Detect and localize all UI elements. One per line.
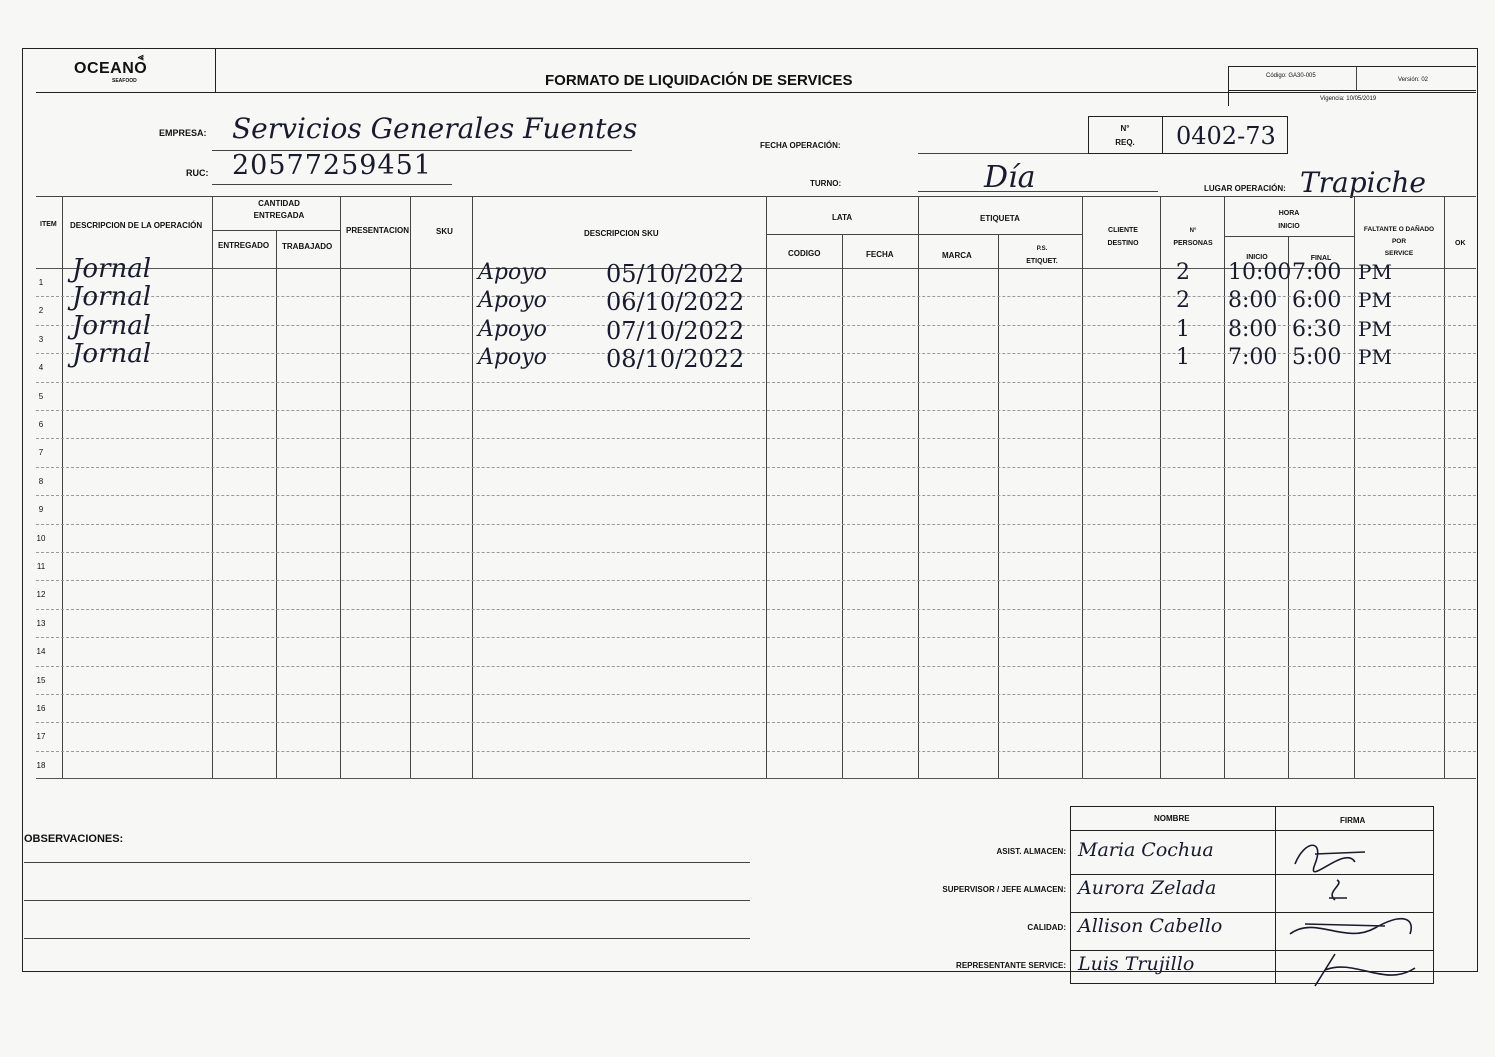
req-label-req: REQ. bbox=[1115, 138, 1135, 147]
col-divider-personas bbox=[1224, 196, 1225, 778]
signature-scribble[interactable] bbox=[1285, 872, 1425, 912]
header-descripcion-sku: DESCRIPCION SKU bbox=[584, 229, 659, 238]
row-rule bbox=[36, 467, 1476, 468]
cell-ampm[interactable]: PM bbox=[1358, 260, 1392, 284]
col-divider-desc bbox=[212, 196, 213, 778]
cell-hora-final[interactable]: 7:00 bbox=[1292, 260, 1342, 285]
row-rule bbox=[36, 722, 1476, 723]
fish-icon: ⪡ bbox=[138, 52, 145, 63]
col-divider-descsku bbox=[766, 196, 767, 778]
header-presentacion: PRESENTACION bbox=[346, 226, 409, 235]
header-meta-top bbox=[1228, 66, 1476, 67]
cell-ampm[interactable]: PM bbox=[1358, 316, 1392, 341]
cell-hora-final[interactable]: 5:00 bbox=[1292, 345, 1342, 371]
col-divider-codigo bbox=[842, 234, 843, 778]
cantidad-subheader-rule bbox=[212, 230, 340, 231]
signatory-role: ASIST. ALMACEN: bbox=[996, 847, 1066, 856]
row-rule bbox=[36, 495, 1476, 496]
row-number: 2 bbox=[38, 306, 44, 316]
lugar-operacion-label: LUGAR OPERACIÓN: bbox=[1204, 184, 1286, 193]
signatures-firma-header: FIRMA bbox=[1340, 816, 1366, 825]
signatures-header-rule bbox=[1070, 830, 1434, 831]
cell-desc-sku[interactable]: Apoyo bbox=[478, 345, 547, 371]
col-divider-marca bbox=[998, 234, 999, 778]
header-hora: HORA bbox=[1278, 210, 1300, 217]
row-rule bbox=[36, 438, 1476, 439]
col-divider-presentacion bbox=[410, 196, 411, 778]
col-divider-cantidad bbox=[340, 196, 341, 778]
signatory-name[interactable]: Allison Cabello bbox=[1078, 915, 1223, 937]
header-faltante-service: SERVICE bbox=[1384, 250, 1414, 257]
signatory-name[interactable]: Luis Trujillo bbox=[1078, 953, 1195, 975]
row-rule bbox=[36, 609, 1476, 610]
header-etiqueta: ETIQUETA bbox=[980, 214, 1020, 223]
header-meta-divider bbox=[1356, 66, 1357, 90]
col-divider-etiqueta bbox=[1082, 196, 1083, 778]
header-cliente: CLIENTE bbox=[1108, 227, 1138, 234]
cell-ampm[interactable]: PM bbox=[1358, 288, 1392, 313]
company-logo bbox=[74, 52, 148, 78]
cell-descripcion[interactable]: Jornal bbox=[72, 254, 152, 284]
row-number: 4 bbox=[38, 363, 44, 373]
table-bottom-rule bbox=[36, 778, 1476, 779]
signatory-role: CALIDAD: bbox=[1027, 923, 1066, 932]
fecha-operacion-label: FECHA OPERACIÓN: bbox=[760, 141, 841, 150]
row-number: 1 bbox=[38, 278, 44, 287]
col-divider-sku bbox=[472, 196, 473, 778]
signatory-name[interactable]: Aurora Zelada bbox=[1078, 877, 1217, 899]
header-item: ITEM bbox=[40, 221, 57, 228]
observaciones-line-1[interactable] bbox=[24, 862, 750, 863]
signatory-role: REPRESENTANTE SERVICE: bbox=[956, 961, 1066, 970]
req-box-divider bbox=[1162, 116, 1163, 154]
row-rule bbox=[36, 524, 1476, 525]
row-rule bbox=[36, 637, 1476, 638]
logo-subtitle: SEAFOOD bbox=[112, 78, 137, 84]
row-number: 8 bbox=[38, 476, 44, 486]
row-rule bbox=[36, 666, 1476, 667]
row-number: 18 bbox=[36, 760, 46, 770]
form-version: Versión: 02 bbox=[1398, 77, 1429, 83]
cell-hora-final[interactable]: 6:30 bbox=[1292, 316, 1342, 342]
cell-personas[interactable]: 1 bbox=[1176, 345, 1190, 371]
header-personas: PERSONAS bbox=[1173, 240, 1213, 247]
header-ok: OK bbox=[1455, 240, 1466, 247]
row-number: 10 bbox=[36, 533, 46, 543]
signatory-name[interactable]: Maria Cochua bbox=[1078, 839, 1214, 861]
header-divider-right bbox=[1228, 66, 1229, 106]
cell-fecha-sku[interactable]: 05/10/2022 bbox=[606, 260, 745, 288]
header-personas-n: N° bbox=[1189, 228, 1197, 234]
cell-personas[interactable]: 1 bbox=[1176, 316, 1190, 342]
row-number: 15 bbox=[36, 675, 46, 685]
col-divider-hora bbox=[1354, 196, 1355, 778]
cell-desc-sku[interactable]: Apoyo bbox=[478, 260, 547, 285]
row-number: 17 bbox=[36, 732, 46, 742]
turno-label: TURNO: bbox=[810, 179, 842, 188]
col-divider-inicio bbox=[1288, 236, 1289, 778]
row-number: 9 bbox=[38, 505, 44, 515]
row-rule bbox=[36, 694, 1476, 695]
header-sku: SKU bbox=[436, 227, 453, 236]
header-trabajado: TRABAJADO bbox=[282, 242, 333, 251]
header-meta-rule bbox=[1228, 90, 1476, 91]
turno-value[interactable]: Día bbox=[984, 160, 1036, 195]
signature-scribble[interactable] bbox=[1285, 834, 1425, 874]
header-destino: DESTINO bbox=[1107, 240, 1139, 247]
signatory-role: SUPERVISOR / JEFE ALMACEN: bbox=[942, 885, 1066, 894]
table-top-rule bbox=[36, 196, 1476, 197]
lugar-value[interactable]: Trapiche bbox=[1300, 166, 1426, 199]
form-code: Código: GA30-005 bbox=[1266, 73, 1316, 79]
cell-ampm[interactable]: PM bbox=[1358, 345, 1392, 370]
col-divider-item bbox=[62, 196, 63, 778]
observaciones-line-2[interactable] bbox=[24, 900, 750, 901]
empresa-label: EMPRESA: bbox=[159, 128, 207, 138]
cell-fecha-sku[interactable]: 07/10/2022 bbox=[606, 316, 745, 345]
cell-hora-inicio[interactable]: 10:00 bbox=[1228, 260, 1292, 285]
header-hora-inicio: INICIO bbox=[1278, 223, 1300, 230]
header-descripcion: DESCRIPCION DE LA OPERACIÓN bbox=[70, 221, 203, 230]
hora-subheader-rule bbox=[1224, 236, 1354, 237]
req-value[interactable]: 0402-73 bbox=[1176, 122, 1276, 150]
form-title: FORMATO DE LIQUIDACIÓN DE SERVICES bbox=[545, 72, 853, 89]
signatures-divider bbox=[1275, 806, 1276, 984]
cell-descripcion[interactable]: Jornal bbox=[72, 339, 152, 370]
signature-scribble[interactable] bbox=[1285, 948, 1425, 988]
cell-descripcion[interactable]: Jornal bbox=[72, 310, 152, 341]
ruc-value[interactable]: 20577259451 bbox=[232, 150, 432, 181]
header-bottom-rule bbox=[36, 92, 1476, 93]
row-number: 6 bbox=[38, 420, 44, 429]
row-number: 5 bbox=[38, 391, 44, 401]
cell-personas[interactable]: 2 bbox=[1176, 288, 1190, 314]
empresa-value[interactable]: Servicios Generales Fuentes bbox=[232, 112, 638, 145]
cell-fecha-sku[interactable]: 06/10/2022 bbox=[606, 288, 745, 317]
header-fecha: FECHA bbox=[866, 250, 894, 259]
req-label-n: N° bbox=[1120, 124, 1130, 133]
cell-hora-inicio[interactable]: 8:00 bbox=[1228, 316, 1278, 342]
signatures-nombre-header: NOMBRE bbox=[1154, 814, 1190, 823]
col-divider-entregado bbox=[276, 230, 277, 778]
row-number: 3 bbox=[38, 334, 44, 344]
row-number: 14 bbox=[36, 647, 46, 657]
header-codigo: CODIGO bbox=[788, 249, 821, 258]
header-ps: P.S. bbox=[1036, 246, 1048, 252]
header-lata: LATA bbox=[832, 213, 853, 222]
cell-personas[interactable]: 2 bbox=[1176, 260, 1190, 285]
cell-hora-inicio[interactable]: 7:00 bbox=[1228, 345, 1278, 371]
row-rule bbox=[36, 382, 1476, 383]
cell-desc-sku[interactable]: Apoyo bbox=[478, 288, 547, 314]
turno-underline bbox=[918, 191, 1158, 192]
cell-desc-sku[interactable]: Apoyo bbox=[478, 316, 547, 342]
row-number: 13 bbox=[36, 618, 46, 628]
header-divider-left bbox=[215, 48, 216, 92]
row-number: 11 bbox=[36, 562, 46, 571]
col-divider-faltante bbox=[1444, 196, 1445, 778]
cell-fecha-sku[interactable]: 08/10/2022 bbox=[606, 345, 745, 374]
cell-hora-inicio[interactable]: 8:00 bbox=[1228, 288, 1278, 314]
header-final: FINAL bbox=[1310, 255, 1332, 262]
row-number: 12 bbox=[36, 590, 46, 600]
ruc-underline bbox=[212, 184, 452, 185]
row-rule bbox=[36, 580, 1476, 581]
logo-text: OCEANO bbox=[74, 60, 148, 77]
header-faltante-por: POR bbox=[1391, 238, 1407, 245]
signature-scribble[interactable] bbox=[1285, 910, 1425, 950]
header-marca: MARCA bbox=[942, 251, 972, 260]
lata-etiqueta-subheader-rule bbox=[766, 234, 1082, 235]
header-ps-etiquet: ETIQUET. bbox=[1026, 258, 1058, 265]
header-inicio: INICIO bbox=[1246, 254, 1268, 261]
cell-hora-final[interactable]: 6:00 bbox=[1292, 288, 1342, 314]
header-entregado: ENTREGADO bbox=[218, 241, 270, 250]
observaciones-line-3[interactable] bbox=[24, 938, 750, 939]
row-rule bbox=[36, 751, 1476, 752]
col-divider-cliente bbox=[1160, 196, 1161, 778]
header-cantidad: CANTIDAD ENTREGADA bbox=[253, 199, 305, 220]
row-rule bbox=[36, 410, 1476, 411]
row-number: 16 bbox=[36, 704, 46, 713]
cell-descripcion[interactable]: Jornal bbox=[72, 282, 152, 313]
form-validity: Vigencia: 10/05/2019 bbox=[1320, 96, 1377, 102]
observaciones-label: OBSERVACIONES: bbox=[24, 833, 124, 845]
ruc-label: RUC: bbox=[186, 168, 209, 178]
header-faltante: FALTANTE O DAÑADO bbox=[1363, 226, 1435, 233]
col-divider-lata bbox=[918, 196, 919, 778]
row-rule bbox=[36, 552, 1476, 553]
row-number: 7 bbox=[38, 448, 44, 458]
